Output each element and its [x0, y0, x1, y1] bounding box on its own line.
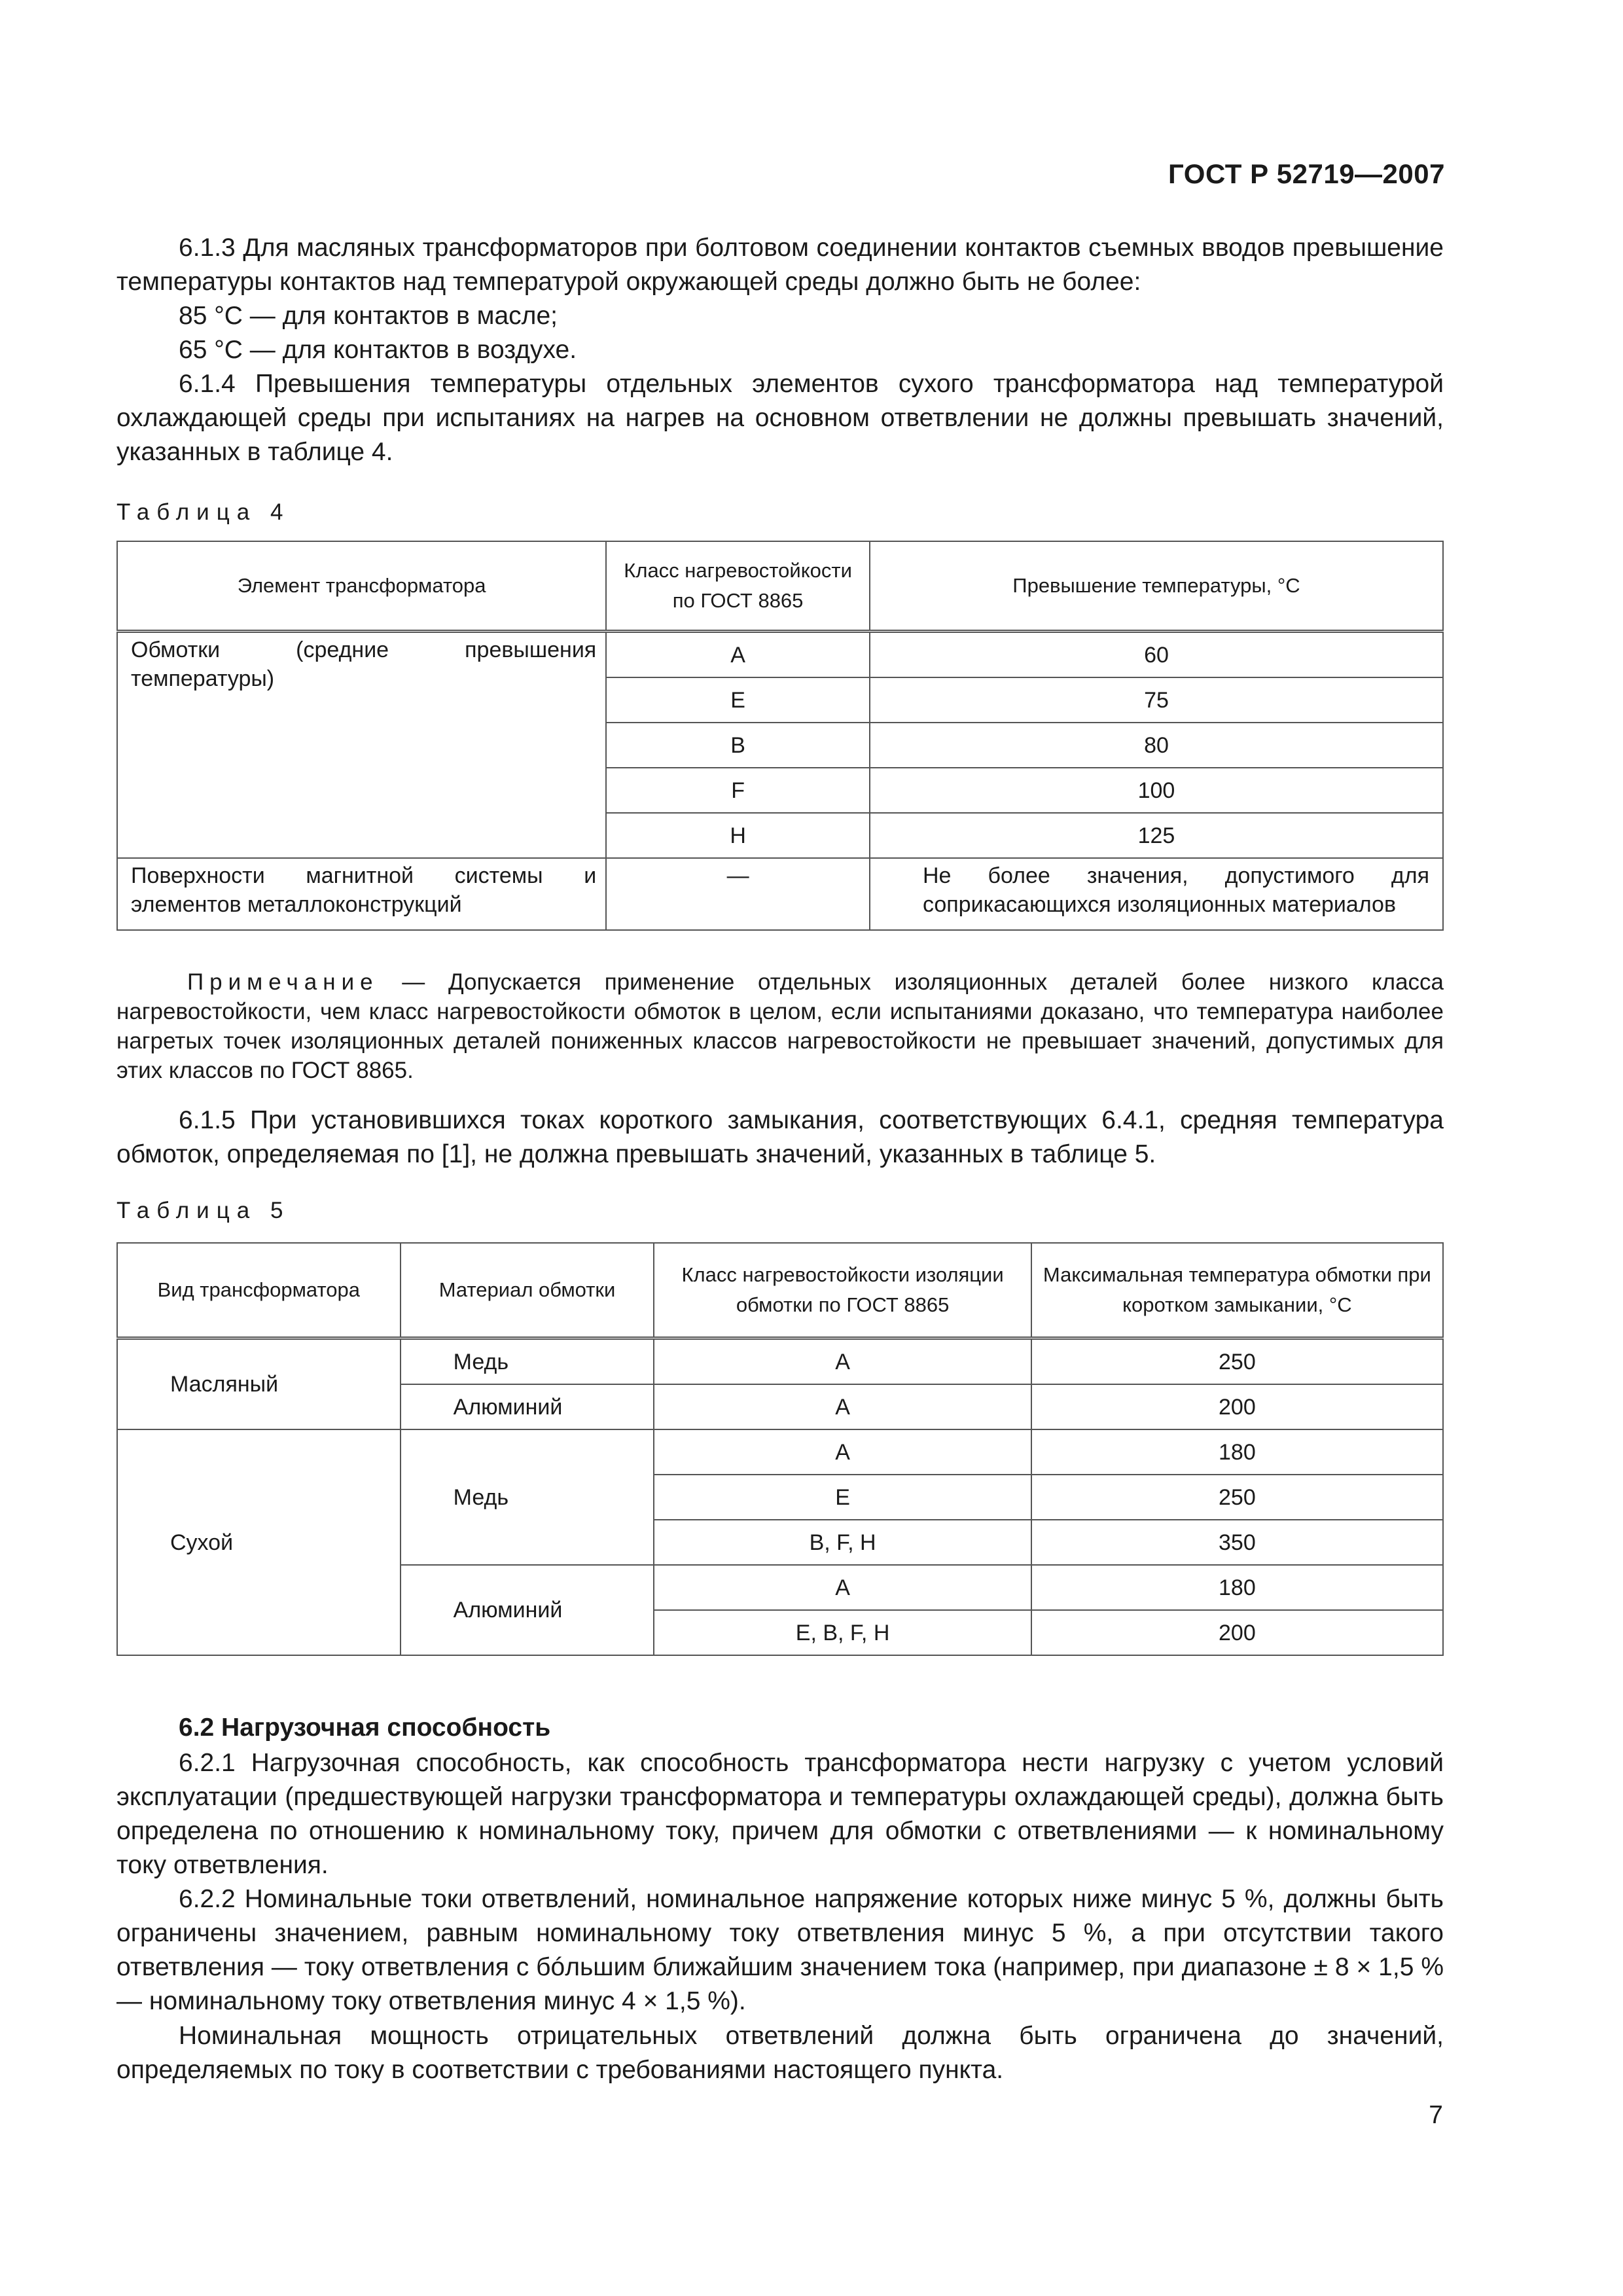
- paragraph-6-1-3: 6.1.3 Для масляных трансформаторов при болтовом соединении контактов съемных вводов превышение температуры контактов над температурой окружающей среды должно быть не более:: [116, 234, 1444, 296]
- table-4-note: [116, 967, 1444, 1085]
- table-4-header-rise: Превышение температуры, °С: [870, 541, 1443, 632]
- table-cell: Н: [606, 813, 870, 858]
- table-cell: В: [606, 723, 870, 768]
- standard-code: ГОСТ Р 52719—2007: [1168, 158, 1445, 189]
- table-cell: 80: [870, 723, 1443, 768]
- table-cell: А: [654, 1429, 1031, 1475]
- paragraph-6-1-3-item-oil: 85 °С — для контактов в масле;: [179, 302, 558, 330]
- table-cell: А: [654, 1565, 1031, 1610]
- table-4-surface-label: Поверхности магнитной системы и элементов металлоконструкций: [117, 858, 606, 930]
- table-cell: —: [606, 858, 870, 930]
- table-5-header-class: Класс нагревостойкости изоляции обмотки по ГОСТ 8865: [654, 1243, 1031, 1338]
- table-4-header-element: Элемент трансформатора: [117, 541, 606, 632]
- table-5-header-material: Материал обмотки: [401, 1243, 654, 1338]
- table-4-caption: Таблица 4: [116, 499, 291, 525]
- table-cell: 100: [870, 768, 1443, 813]
- table-4-windings-label: Обмотки (средние превышения температуры): [117, 632, 606, 859]
- table-cell: F: [606, 768, 870, 813]
- table-4-surface-value: Не более значения, допустимого для соприкасающихся изоляционных материалов: [870, 858, 1443, 930]
- table-row: [117, 632, 1443, 678]
- table-5-oil-type: Масляный: [117, 1338, 401, 1430]
- paragraph-6-2-2: 6.2.2 Номинальные токи ответвлений, номинальное напряжение которых ниже минус 5 %, должны быть ограничены значением, равным номинальному току ответвления минус 5 %, а при отсутствии такого ответвления — току ответвления с бóльшим ближайшим значением тока (например, при диапазоне ± 8 × 1,5 % — номинальному току ответвления минус 4 × 1,5 %).: [116, 1885, 1444, 2015]
- table-row: [117, 1338, 1443, 1385]
- table-5-material-aluminium: Алюминий: [401, 1565, 654, 1655]
- table-cell: 200: [1031, 1384, 1443, 1429]
- table-cell: 250: [1031, 1475, 1443, 1520]
- table-cell: Е: [654, 1475, 1031, 1520]
- table-cell: 75: [870, 677, 1443, 723]
- table-cell: 250: [1031, 1338, 1443, 1385]
- table-5-material-copper: Медь: [401, 1338, 654, 1385]
- page-number: 7: [1429, 2101, 1443, 2129]
- section-6-2-title: 6.2 Нагрузочная способность: [179, 1713, 551, 1742]
- table-cell: 60: [870, 632, 1443, 678]
- table-5-caption: Таблица 5: [116, 1198, 291, 1223]
- table-cell: Е: [606, 677, 870, 723]
- note-label: Примечание: [187, 969, 379, 995]
- table-cell: 180: [1031, 1565, 1443, 1610]
- table-cell: А: [606, 632, 870, 678]
- table-cell: А: [654, 1338, 1031, 1385]
- table-cell: 350: [1031, 1520, 1443, 1565]
- paragraph-6-2-2-continued: Номинальная мощность отрицательных ответвлений должна быть ограничена до значений, определяемых по току в соответствии с требованиями настоящего пункта.: [116, 2022, 1444, 2084]
- table-4-header-class: Класс нагревостойкости по ГОСТ 8865: [606, 541, 870, 632]
- table-5-dry-type: Сухой: [117, 1429, 401, 1655]
- note-text: — Допускается применение отдельных изоляционных деталей более низкого класса нагревостойкости, чем класс нагревостойкости обмоток в целом, если испытаниями доказано, что температура наиболее нагретых точек изоляционных деталей пониженных классов нагревостойкости не превышает значений, допустимых для этих классов по ГОСТ 8865.: [116, 969, 1444, 1083]
- table-5-header-max-temp: Максимальная температура обмотки при коротком замыкании, °С: [1031, 1243, 1443, 1338]
- table-4: [116, 541, 1444, 931]
- table-cell: 200: [1031, 1610, 1443, 1655]
- table-row: [117, 858, 1443, 930]
- paragraph-6-1-3-item-air: 65 °С — для контактов в воздухе.: [179, 336, 577, 364]
- paragraph-6-1-5: 6.1.5 При установившихся токах короткого замыкания, соответствующих 6.4.1, средняя температура обмоток, определяемая по [1], не должна превышать значений, указанных в таблице 5.: [116, 1106, 1444, 1168]
- table-cell: 180: [1031, 1429, 1443, 1475]
- table-5-material-copper: Медь: [401, 1429, 654, 1565]
- paragraph-6-1-4: 6.1.4 Превышения температуры отдельных элементов сухого трансформатора над температурой охлаждающей среды при испытаниях на нагрев на основном ответвлении не должны превышать значений, указанных в таблице 4.: [116, 370, 1444, 466]
- table-5-material-aluminium: Алюминий: [401, 1384, 654, 1429]
- table-cell: Е, В, F, Н: [654, 1610, 1031, 1655]
- table-cell: А: [654, 1384, 1031, 1429]
- paragraph-6-2-1: 6.2.1 Нагрузочная способность, как способность трансформатора нести нагрузку с учетом условий эксплуатации (предшествующей нагрузки трансформатора и температуры охлаждающей среды), должна быть определена по отношению к номинальному току, причем для обмотки с ответвлениями — к номинальному току ответвления.: [116, 1749, 1444, 1879]
- table-5: [116, 1242, 1444, 1656]
- table-cell: 125: [870, 813, 1443, 858]
- table-5-header-type: Вид трансформатора: [117, 1243, 401, 1338]
- table-cell: В, F, Н: [654, 1520, 1031, 1565]
- table-row: [117, 1429, 1443, 1475]
